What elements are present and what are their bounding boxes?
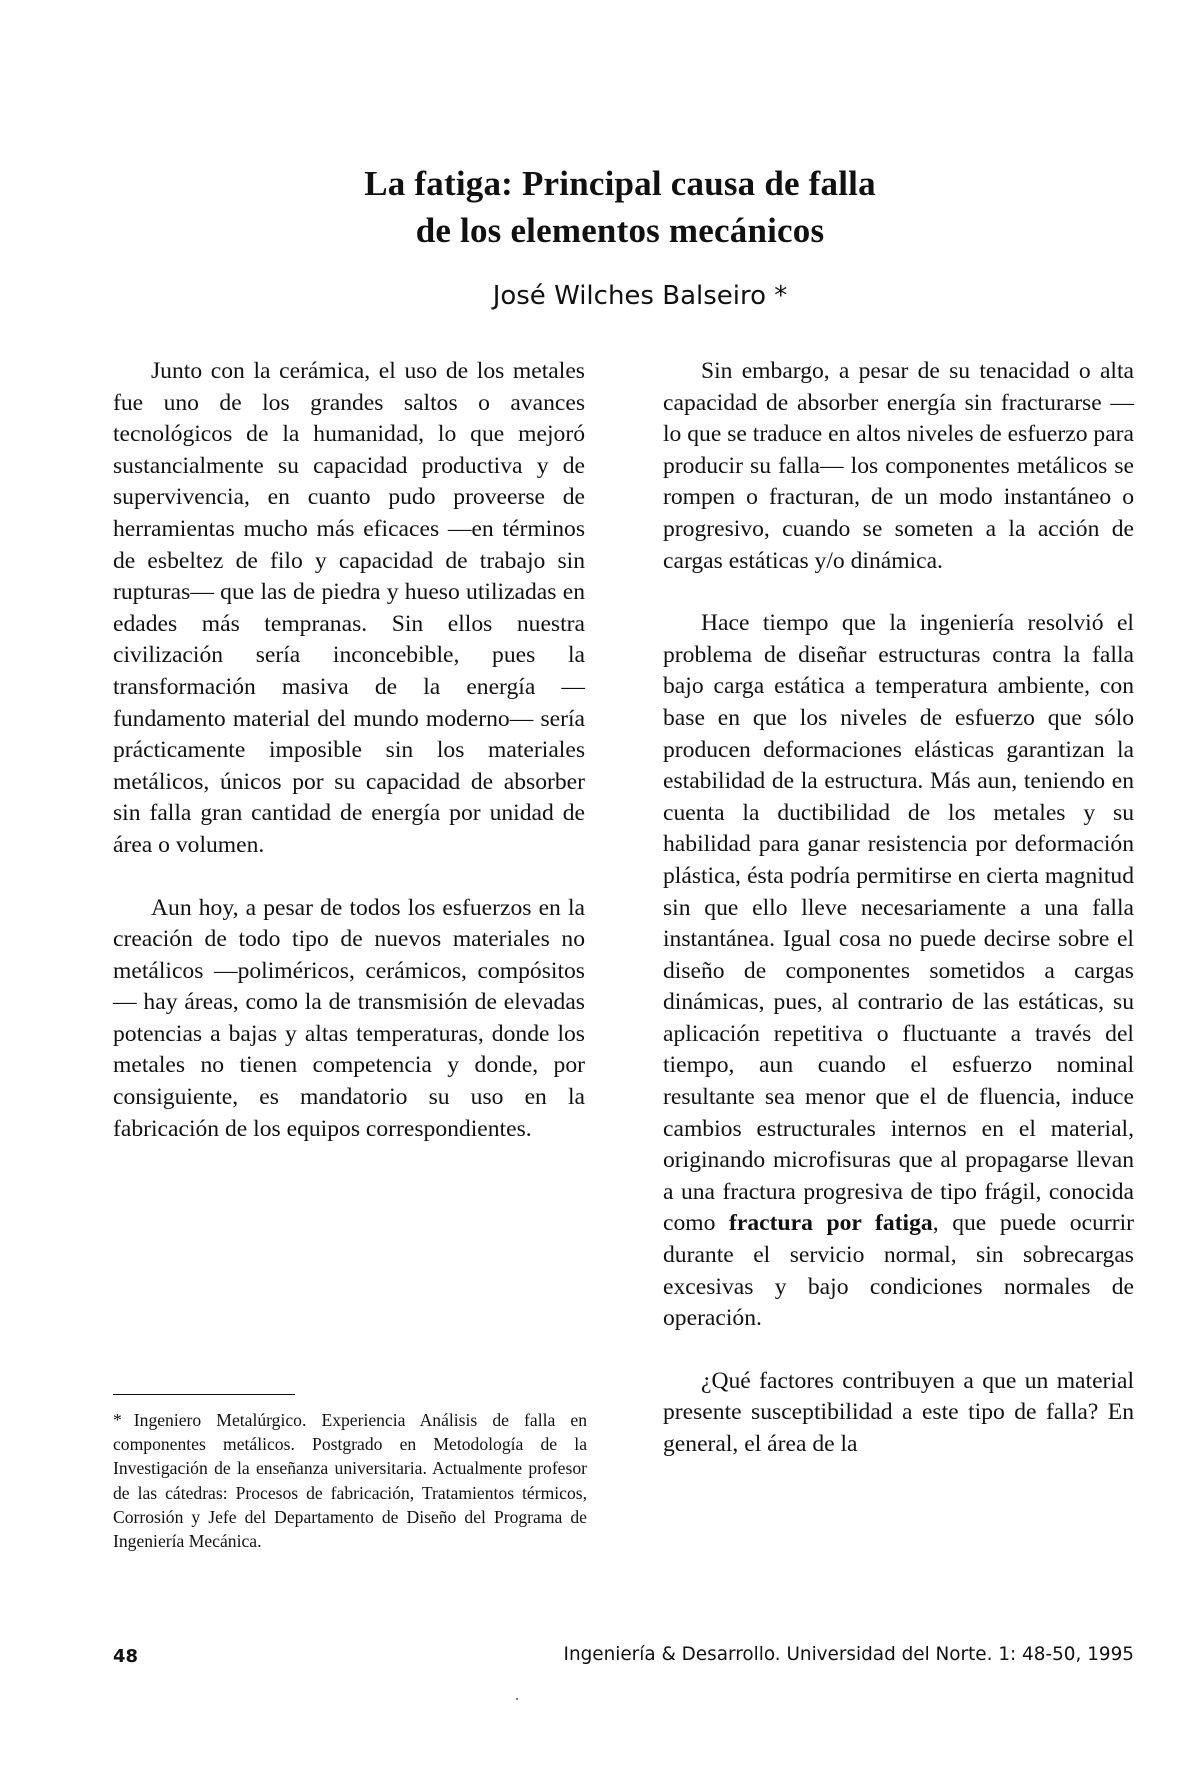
emphasis-fractura-por-fatiga: fractura por fatiga — [729, 1210, 933, 1237]
right-paragraph-3: ¿Qué factores contribuyen a que un material presente susceptibilidad a este tipo de falla? En general, el área de la — [663, 1367, 1134, 1457]
left-paragraph-1: Junto con la cerámica, el uso de los metales fue uno de los grandes saltos o avances tecnológicos de la humanidad, lo que mejoró sustancialmente su capacidad productiva y de supervivencia, en cuanto pudo proveerse de herramientas mucho más eficaces —en términos de esbeltez de filo y capacidad de trabajo sin rupturas— que las de piedra y hueso utilizadas en edades más tempranas. Sin ellos nuestra civilización sería inconcebible, pues la transformación masiva de la energía —fundamento material del mundo moderno— sería prácticamente imposible sin los materiales metálicos, únicos por su capacidad de absorber sin falla gran cantidad de energía por unidad de área o volumen. — [113, 358, 585, 858]
right-paragraph-2-text-a: Hace tiempo que la ingeniería resolvió el problema de diseñar estructuras contra la falla bajo carga estática a temperatura ambiente, con base en que los niveles de esfuerzo que sólo producen deformaciones elásticas garantizan la estabilidad de la estructura. Más aun, teniendo en cuenta la ductibilidad de los metales y su habilidad para ganar resistencia por deformación plástica, ésta podría permitirse en cierta magnitud sin que ello lleve necesariamente a una falla instantánea. Igual cosa no puede decirse sobre el diseño de componentes sometidos a cargas dinámicas, pues, al contrario de las estáticas, su aplicación repetitiva o fluctuante a través del tiempo, aun cuando el esfuerzo nominal resultante sea menor que el de fluencia, induce cambios estructurales internos en el material, originando microfisuras que al propagarse llevan a una fractura progresiva de tipo frágil, conocida como — [663, 610, 1134, 1237]
left-paragraph-2: Aun hoy, a pesar de todos los esfuerzos en la creación de todo tipo de nuevos materiales no metálicos —poliméricos, cerámicos, compósitos— hay áreas, como la de transmisión de elevadas potencias a bajas y altas temperaturas, donde los metales no tienen competencia y donde, por consiguiente, es mandatorio su uso en la fabricación de los equipos correspondientes. — [113, 894, 585, 1142]
footnote-mark: * — [113, 1410, 122, 1430]
journal-citation: Ingeniería & Desarrollo. Universidad del Norte. 1: 48-50, 1995 — [563, 1644, 1134, 1665]
page-number: 48 — [113, 1646, 139, 1667]
article-title-line-2: de los elementos mecánicos — [415, 211, 825, 250]
article-author: José Wilches Balseiro * — [492, 281, 788, 311]
author-footnote — [113, 1408, 587, 1553]
article-title-line-1: La fatiga: Principal causa de falla — [364, 164, 876, 203]
article-title — [260, 160, 980, 254]
footnote-text: Ingeniero Metalúrgico. Experiencia Análisis de falla en componentes metálicos. Postgrado en Metodología de la Investigación de la enseñanza universitaria. Actualmente profesor de las cátedras: Procesos de fabricación, Tratamientos térmicos, Corrosión y Jefe del Departamento de Diseño del Programa de Ingeniería Mecánica. — [113, 1410, 587, 1552]
right-paragraph-2 — [663, 608, 1134, 1335]
right-paragraph-1: Sin embargo, a pesar de su tenacidad o alta capacidad de absorber energía sin fracturarse —lo que se traduce en altos niveles de esfuerzo para producir su falla— los componentes metálicos se rompen o fracturan, de un modo instantáneo o progresivo, cuando se someten a la acción de cargas estáticas y/o dinámica. — [663, 358, 1135, 574]
scan-speck — [516, 1698, 518, 1700]
left-column — [113, 356, 585, 1145]
right-paragraph-2-text-b: , que puede ocurrir durante el servicio normal, sin sobrecargas excesivas y bajo condiciones normales de operación. — [663, 1210, 1134, 1332]
footnote-divider — [113, 1394, 295, 1395]
right-column — [663, 356, 1134, 1461]
